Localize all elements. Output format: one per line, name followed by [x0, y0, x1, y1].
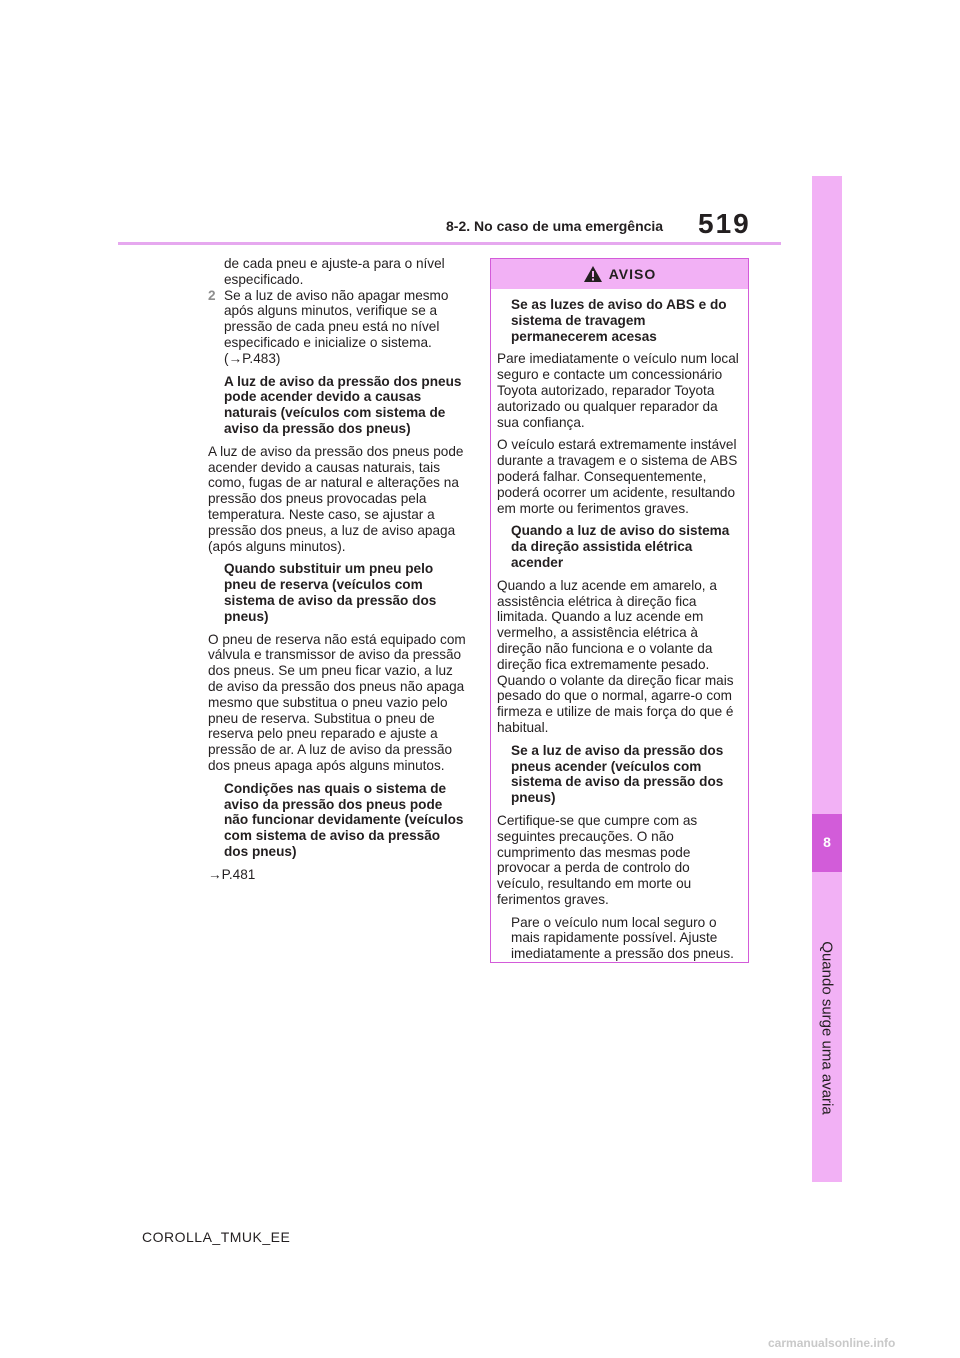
- model-code: COROLLA_TMUK_EE: [142, 1229, 291, 1245]
- subheading-natural-causes: A luz de aviso da pressão dos pneus pode acender devido a causas naturais (veículos com sistema de aviso da pressão dos pneus): [224, 373, 462, 436]
- left-column: [208, 256, 468, 882]
- chapter-title: Quando surge uma avaria: [818, 941, 836, 1115]
- warning-paragraph-stop: Pare imediatamente o veículo num local seguro e contacte um concessionário Toyota autorizado, reparador Toyota autorizado ou qualquer reparador da sua confiança.: [497, 351, 739, 430]
- warning-title: AVISO: [608, 266, 657, 282]
- warning-subheading-tpws: Se a luz de aviso da pressão dos pneus acender (veículos com sistema de aviso da pressão dos pneus): [511, 742, 724, 806]
- paragraph-spare-tire: O pneu de reserva não está equipado com válvula e transmissor de aviso da pressão dos pneus. Se um pneu ficar vazio, a luz de aviso da pressão dos pneus não apaga mesmo que substitua o pneu vazio pelo pneu de reserva. Substitua o pneu de reserva pelo pneu reparado e ajuste a pressão de ar. A luz de aviso da pressão dos pneus apaga após alguns minutos.: [208, 631, 466, 773]
- page-reference: →P.481: [208, 866, 256, 882]
- warning-paragraph-unstable: O veículo estará extremamente instável durante a travagem e o sistema de ABS poderá falhar. Consequentemente, poderá ocorrer um acidente, resultando em morte ou ferimentos graves.: [497, 437, 738, 516]
- warning-header: [491, 259, 748, 289]
- paragraph-natural-causes: A luz de aviso da pressão dos pneus pode acender devido a causas naturais, tais como, fugas de ar natural e alterações na pressão dos pneus provocadas pela temperatura. Neste caso, se ajustar a pressão dos pneus, a luz de aviso apaga (após alguns minutos).: [208, 443, 464, 554]
- step-number: 2: [208, 287, 216, 303]
- warning-subheading-abs: Se as luzes de aviso do ABS e do sistema de travagem permanecerem acesas: [511, 297, 727, 344]
- chapter-number: 8: [823, 834, 831, 850]
- section-title: 8-2. No caso de uma emergência: [446, 218, 664, 234]
- header-rule: [118, 242, 781, 245]
- warning-subheading-eps: Quando a luz de aviso do sistema da direção assistida elétrica acender: [511, 523, 730, 570]
- continued-text: de cada pneu e ajuste-a para o nível especificado.: [224, 256, 445, 287]
- watermark: carmanualsonline.info: [768, 1336, 896, 1350]
- step-2: [208, 287, 468, 367]
- page-number: 519: [698, 208, 751, 239]
- warning-body: [491, 289, 748, 962]
- warning-paragraph-precautions: Certifique-se que cumpre com as seguintes precauções. O não cumprimento das mesmas pode provocar a perda de controlo do veículo, resultando em morte ou ferimentos graves.: [497, 812, 698, 907]
- warning-triangle-icon: [583, 265, 603, 283]
- subheading-conditions: Condições nas quais o sistema de aviso da pressão dos pneus pode não funcionar devidamente (veículos com sistema de aviso da pressão dos pneus): [224, 780, 464, 859]
- warning-box: [490, 258, 749, 963]
- subheading-spare-tire: Quando substituir um pneu pelo pneu de reserva (veículos com sistema de aviso da pressão dos pneus): [224, 561, 437, 624]
- warning-paragraph-adjust: Pare o veículo num local seguro o mais rapidamente possível. Ajuste imediatamente a pressão dos pneus.: [511, 914, 734, 962]
- step-text: Se a luz de aviso não apagar mesmo após alguns minutos, verifique se a pressão de cada pneu está no nível especificado e inicialize o sistema. (→P.483): [224, 287, 449, 366]
- warning-paragraph-eps: Quando a luz acende em amarelo, a assistência elétrica à direção fica limitada. Quando a luz acende em vermelho, a assistência elétrica à direção não funciona e o volante da direção fica extremamente pesado. Quando o volante da direção ficar mais pesado do que o normal, agarre-o com firmeza e utilize de mais força do que é habitual.: [497, 577, 734, 735]
